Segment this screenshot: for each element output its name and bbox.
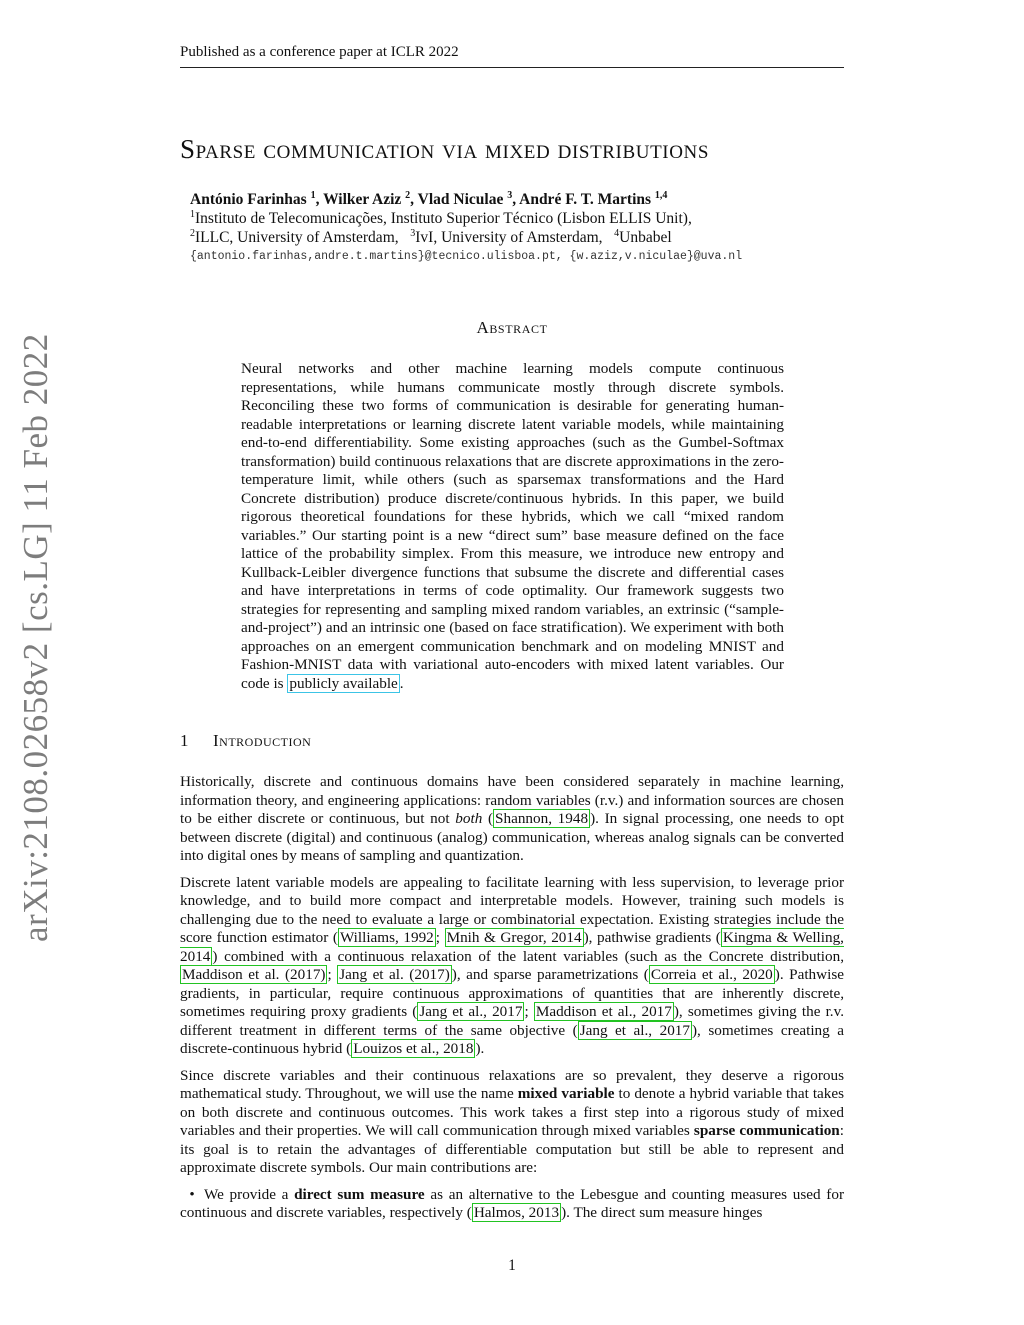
author-emails: {antonio.farinhas,andre.t.martins}@tecnico.ulisboa.pt, {w.aziz,v.niculae}@uva.nl xyxy=(190,250,743,263)
section-heading-introduction: 1 Introduction xyxy=(180,731,312,750)
affiliation-2: $^2$ILLC, University of Amsterdam, $^3$IvI, University of Amsterdam, $^4$Unbabel xyxy=(190,227,672,246)
citation-maddison-2[interactable]: Maddison et al., 2017 xyxy=(535,1003,672,1020)
affiliation-1: $^1$Instituto de Telecomunicações, Instituto Superior Técnico (Lisbon ELLIS Unit), xyxy=(190,208,692,227)
author-block xyxy=(190,190,850,266)
contribution-bullet-1: • We provide a direct sum measure as an alternative to the Lebesgue and counting measures used for continuous and discrete variables, respectively ( Halmos, 2013 ). The direct sum measure hinges xyxy=(180,1185,844,1221)
citation-louizos[interactable]: Louizos et al., 2018 xyxy=(353,1040,474,1057)
running-header: Published as a conference paper at ICLR 2022 xyxy=(180,44,844,68)
citation-jang-3[interactable]: Jang et al., 2017 xyxy=(579,1021,690,1039)
paragraph-1: Historically, discrete and continuous domains have been considered separately in machine learning, information theory, and engineering applications: random variables (r.v.) and information sources are chosen to be either discrete or continuous, but not both ( Shannon, 1948 ). In signal processing, one needs to opt between discrete (digital) and continuous (analog) communication, whereas analog signals can be converted into digital ones by means of sampling and quantization. xyxy=(180,773,845,864)
citation-shannon[interactable]: Shannon, 1948 xyxy=(495,810,589,827)
citation-correia[interactable]: Correia et al., 2020 xyxy=(650,966,773,983)
page-number: 1 xyxy=(508,1257,516,1274)
abstract-text: Neural networks and other machine learning models compute continuous representations, while humans communicate mostly through discrete symbols. Reconciling these two forms of communication is desirable for generating human-readable interpretations or learning discrete latent variable models, while maintaining end-to-end differentiability. Some existing approaches (such as the Gumbel-Softmax transformation) build continuous relaxations that are discrete approximations in the zero-temperature limit, while others (such as sparsemax transformations and the Hard Concrete distribution) produce discrete/continuous hybrids. In this paper, we build rigorous theoretical foundations for these hybrids, which we call “mixed random variables.” Our starting point is a new “direct sum” base measure defined on the face lattice of the probability simplex. From this measure, we introduce new entropy and Kullback-Leibler divergence functions that subsume the discrete and differential cases and have interpretations in terms of code optimality. Our framework suggests two strategies for representing and sampling mixed random variables, an extrinsic (“sample-and-project”) and an intrinsic one (based on face stratification). We experiment with both approaches on an emergent communication benchmark and on modeling MNIST and Fashion-MNIST data with variational auto-encoders with mixed latent variables. Our code is publicly available . xyxy=(241,360,784,692)
citation-maddison[interactable]: Maddison et al. (2017) xyxy=(182,966,326,983)
citation-mnih[interactable]: Mnih & Gregor, 2014 xyxy=(446,929,582,946)
citation-halmos[interactable]: Halmos, 2013 xyxy=(473,1204,560,1221)
citation-jang[interactable]: Jang et al. (2017) xyxy=(339,966,450,983)
citation-kingma[interactable]: Kingma & Welling, 2014 xyxy=(180,929,844,965)
abstract-heading: Abstract xyxy=(476,318,548,337)
paragraph-3: Since discrete variables and their continuous relaxations are so prevalent, they deserve a rigorous mathematical study. Throughout, we will use the name mixed variable to denote a hybrid variable that takes on both discrete and continuous outcomes. This work takes a first step into a rigorous study of mixed variables and their properties. We will call communication through mixed variables sparse communication: its goal is to retain the advantages of differentiable computation but still be able to represent and approximate discrete symbols. Our main contributions are: xyxy=(180,1066,845,1176)
introduction-body xyxy=(180,773,844,1231)
citation-williams[interactable]: Williams, 1992 xyxy=(339,929,434,946)
citation-jang-2[interactable]: Jang et al., 2017 xyxy=(419,1003,523,1020)
paper-title: Sparse communication via mixed distributions xyxy=(180,134,710,164)
paragraph-2: Discrete latent variable models are appealing to facilitate learning with less supervision, to leverage prior knowledge, and to build more compact and interpretable models. However, training such models is challenging due to the need to evaluate a large or combinatorial expectation. Existing strategies include the score function estimator ( Williams, 1992 ; Mnih & Gregor, 2014 ), pathwise gradients ( Kingma & Welling, 2014 ) combined with a continuous relaxation of the latent variables (such as the Concrete distribution, Maddison et al. (2017) ; Jang et al. (2017) ), and sparse parametrizations ( Correia et al., 2020 ). Pathwise gradients, in particular, require continuous approximations of quantities that are inherently discrete, sometimes requiring proxy gradients ( Jang et al., 2017 ; Maddison et al., 2017 ), sometimes giving the r.v. different treatment in different terms of the same objective ( Jang et al., 2017 ), sometimes creating a discrete-continuous hybrid ( Louizos et al., 2018 ). xyxy=(180,873,845,1057)
arxiv-side-label: arXiv:2108.02658v2 [cs.LG] 11 Feb 2022 xyxy=(16,333,55,942)
author-names: António Farinhas $^1$, Wilker Aziz $^2$, Vlad Niculae $^3$, André F. T. Martins $^{1,4}$ xyxy=(190,189,668,208)
code-link[interactable]: publicly available xyxy=(289,674,398,692)
